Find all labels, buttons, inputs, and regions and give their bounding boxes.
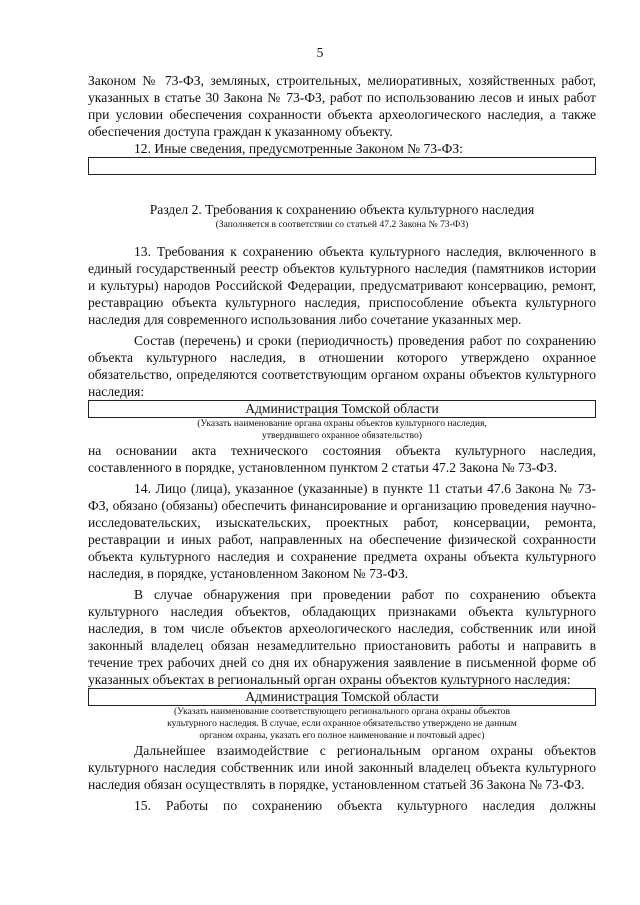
authority-note-2-line-2: культурного наследия. В случае, если охранное обязательство утверждено не данным — [167, 718, 517, 729]
item-13-paragraph-2: Состав (перечень) и сроки (периодичность) проведения работ по сохранению объекта культурного наследия, в отношении которого утверждено охранное обязательство, определяются соответствующим органом охраны объектов культурного наследия: — [88, 333, 596, 399]
authority-field-2: Администрация Томской области — [88, 688, 596, 706]
item-13: 13. Требования к сохранению объекта культурного наследия, включенного в единый государственный реестр объектов культурного наследия (памятников истории и культуры) народов Российской Федерации, предусматривают консервацию, ремонт, реставрацию объекта культурного наследия, приспособление объекта культурного наследия для современного использования либо сочетание указанных мер. — [88, 244, 596, 327]
item-14-paragraph-2: В случае обнаружения при проведении работ по сохранению объекта культурного наследия объектов, обладающих признаками объекта культурного наследия, в том числе объектов археологического наследия, собственник или иной законный владелец обязан незамедлительно приостановить работы и направить в течение трех рабочих дней со дня их обнаружения заявление в письменной форме об указанных объектах в региональный орган охраны объектов культурного наследия: — [88, 587, 596, 687]
item-14: 14. Лицо (лица), указанное (указанные) в пункте 11 статьи 47.6 Закона № 73-ФЗ, обязано (обязаны) обеспечить финансирование и организацию проведения научно-исследовательских, изыскательских, проектных работ, консервации, ремонта, реставрации и иных работ, направленных на обеспечение физической сохранности объекта культурного наследия и сохранение предмета охраны объекта культурного наследия, в порядке, установленном Законом № 73-ФЗ. — [88, 481, 596, 581]
item-12-value-field — [88, 157, 596, 175]
authority-note-2 — [88, 706, 596, 742]
document-body — [88, 72, 596, 814]
page-number: 5 — [316, 45, 324, 60]
authority-note-1-line-2: утвердившего охранное обязательство) — [262, 430, 422, 441]
section-note: (Заполняется в соответствии со статьей 47.2 Закона № 73-ФЗ) — [215, 219, 469, 230]
authority-note-2-line-3: органом охраны, указать его полное наименование и почтовый адрес) — [199, 730, 485, 741]
item-13-paragraph-3: на основании акта технического состояния объекта культурного наследия, составленного в порядке, установленном пунктом 2 статьи 47.2 Закона № 73-ФЗ. — [88, 443, 596, 475]
section-title: Раздел 2. Требования к сохранению объекта культурного наследия — [149, 202, 535, 217]
item-14-paragraph-3: Дальнейшее взаимодействие с региональным органом охраны объектов культурного наследия собственник или иной законный владелец объекта культурного наследия обязан осуществлять в порядке, установленном статьей 36 Закона № 73-ФЗ. — [88, 743, 596, 792]
authority-note-2-line-1: (Указать наименование соответствующего регионального органа охраны объектов — [173, 706, 511, 717]
item-12: 12. Иные сведения, предусмотренные Законом № 73-ФЗ: — [134, 141, 463, 156]
authority-note-1-line-1: (Указать наименование органа охраны объектов культурного наследия, — [197, 418, 487, 429]
authority-field-1: Администрация Томской области — [88, 400, 596, 418]
paragraph-intro: Законом № 73-ФЗ, земляных, строительных, мелиоративных, хозяйственных работ, указанных в статье 30 Закона № 73-ФЗ, работ по использованию лесов и иных работ при условии обеспечения сохранности объекта археологического наследия, а также обеспечения доступа граждан к указанному объекту. — [88, 73, 596, 139]
item-15: 15. Работы по сохранению объекта культурного наследия должны — [134, 798, 596, 813]
authority-note-1 — [88, 418, 596, 442]
